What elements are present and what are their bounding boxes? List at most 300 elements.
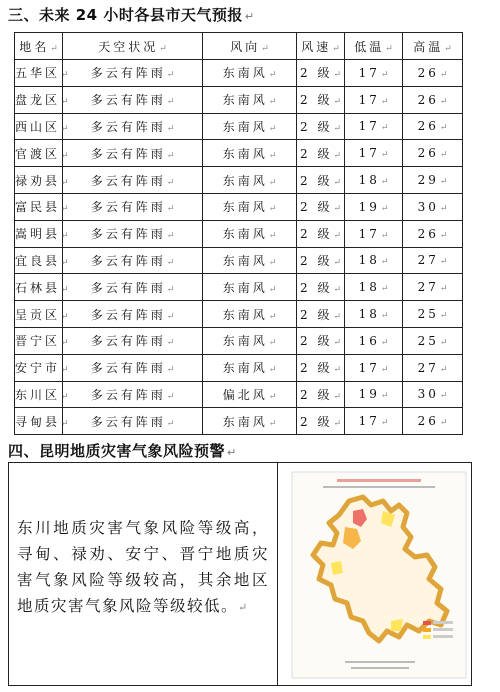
paragraph-mark-icon: ↵: [268, 311, 277, 322]
paragraph-mark-icon: ↵: [333, 204, 341, 215]
cell-col-high-temp: [403, 140, 463, 167]
paragraph-mark-icon: ↵: [380, 230, 389, 241]
paragraph-mark-icon: ↵: [380, 311, 389, 322]
paragraph-mark-icon: ↵: [380, 96, 389, 107]
paragraph-mark-icon: ↵: [439, 284, 448, 295]
cell-col-place: [15, 167, 69, 194]
paragraph-mark-icon: ↵: [166, 70, 175, 81]
legend-swatch-high: [423, 621, 431, 625]
cell-col-wind-speed: [297, 193, 345, 220]
paragraph-mark-icon: ↵: [439, 391, 448, 402]
cell-text: 25: [417, 333, 439, 348]
paragraph-mark-icon: ↵: [261, 43, 269, 54]
table-row: [15, 327, 463, 354]
cell-col-wind-direction: [203, 113, 297, 140]
cell-col-high-temp: [403, 354, 463, 381]
paragraph-mark-icon: ↵: [268, 284, 277, 295]
cell-text: 30: [417, 199, 439, 214]
cell-text: 17: [358, 414, 380, 429]
cell-text: 18: [358, 280, 380, 295]
paragraph-mark-icon: ↵: [268, 231, 277, 242]
paragraph-mark-icon: ↵: [61, 123, 69, 134]
cell-col-sky: [63, 193, 203, 220]
cell-col-wind-direction: [203, 86, 297, 113]
cell-text: 2 级: [300, 173, 333, 188]
paragraph-mark-icon: ↵: [439, 177, 448, 188]
cell-text: 26: [417, 92, 439, 107]
paragraph-mark-icon: ↵: [333, 418, 341, 429]
cell-text: 2 级: [300, 387, 333, 402]
paragraph-mark-icon: ↵: [385, 43, 393, 54]
cell-col-low-temp: [345, 220, 403, 247]
cell-col-sky: [63, 327, 203, 354]
paragraph-mark-icon: ↵: [333, 257, 341, 268]
cell-col-low-temp: [345, 193, 403, 220]
cell-text: 27: [417, 280, 439, 295]
header-col-wind-direction: [203, 33, 297, 60]
cell-text: 富民县: [15, 200, 61, 215]
paragraph-mark-icon: ↵: [166, 231, 175, 242]
cell-col-wind-direction: [203, 408, 297, 435]
cell-col-sky: [63, 408, 203, 435]
paragraph-mark-icon: ↵: [268, 204, 277, 215]
cell-col-wind-speed: [297, 220, 345, 247]
cell-col-wind-direction: [203, 193, 297, 220]
table-body: [15, 60, 463, 435]
cell-text: 2 级: [300, 307, 333, 322]
paragraph-mark-icon: ↵: [61, 150, 69, 161]
paragraph-mark-icon: ↵: [439, 69, 448, 80]
cell-text: 安宁市: [15, 361, 61, 376]
cell-col-wind-speed: [297, 113, 345, 140]
cell-text: 27: [417, 253, 439, 268]
cell-col-high-temp: [403, 220, 463, 247]
paragraph-mark-icon: ↵: [439, 311, 448, 322]
cell-text: 16: [358, 333, 380, 348]
cell-col-high-temp: [403, 327, 463, 354]
cell-text: 26: [417, 119, 439, 134]
cell-col-high-temp: [403, 247, 463, 274]
cell-col-low-temp: [345, 113, 403, 140]
cell-col-low-temp: [345, 60, 403, 87]
paragraph-mark-icon: ↵: [268, 365, 277, 376]
cell-col-place: [15, 301, 69, 328]
cell-col-place: [15, 327, 69, 354]
cell-text: 多云有阵雨: [90, 307, 166, 322]
risk-map-image: [291, 471, 467, 679]
paragraph-mark-icon: ↵: [333, 391, 341, 402]
header-col-low-temp: [345, 33, 403, 60]
cell-col-wind-speed: [297, 274, 345, 301]
cell-text: 多云有阵雨: [90, 93, 166, 108]
cell-col-wind-speed: [297, 301, 345, 328]
cell-text: 25: [417, 307, 439, 322]
cell-col-low-temp: [345, 354, 403, 381]
cell-col-sky: [63, 60, 203, 87]
paragraph-mark-icon: ↵: [380, 203, 389, 214]
paragraph-mark-icon: ↵: [159, 43, 167, 54]
legend-label-bar: [433, 635, 453, 638]
paragraph-mark-icon: ↵: [166, 177, 175, 188]
table-row: [15, 247, 463, 274]
section-4-title: [8, 440, 237, 461]
cell-text: 18: [358, 307, 380, 322]
header-text: 天空状况: [98, 39, 159, 54]
paragraph-mark-icon: ↵: [333, 150, 341, 161]
table-row: [15, 301, 463, 328]
weather-forecast-table: [14, 32, 463, 435]
table-row: [15, 60, 463, 87]
cell-col-low-temp: [345, 167, 403, 194]
cell-text: 26: [417, 146, 439, 161]
section-4-title-text: 四、昆明地质灾害气象风险预警: [8, 442, 226, 460]
paragraph-mark-icon: ↵: [166, 97, 175, 108]
paragraph-mark-icon: ↵: [166, 365, 175, 376]
paragraph-mark-icon: ↵: [61, 231, 69, 242]
paragraph-mark-icon: ↵: [380, 150, 389, 161]
cell-text: 多云有阵雨: [90, 253, 166, 268]
cell-text: 多云有阵雨: [90, 200, 166, 215]
paragraph-mark-icon: ↵: [333, 365, 341, 376]
cell-text: 26: [417, 414, 439, 429]
cell-col-wind-speed: [297, 327, 345, 354]
paragraph-mark-icon: ↵: [166, 391, 175, 402]
paragraph-mark-icon: ↵: [333, 70, 341, 81]
paragraph-mark-icon: ↵: [380, 284, 389, 295]
header-text: 低温: [354, 39, 385, 54]
cell-col-sky: [63, 140, 203, 167]
paragraph-mark-icon: ↵: [333, 338, 341, 349]
cell-col-low-temp: [345, 327, 403, 354]
cell-col-wind-direction: [203, 167, 297, 194]
paragraph-mark-icon: ↵: [166, 418, 175, 429]
table-row: [15, 140, 463, 167]
cell-text: 18: [358, 253, 380, 268]
cell-text: 官渡区: [15, 146, 61, 161]
paragraph-mark-icon: ↵: [333, 123, 341, 134]
table-row: [15, 381, 463, 408]
paragraph-mark-icon: ↵: [380, 177, 389, 188]
cell-col-wind-direction: [203, 140, 297, 167]
paragraph-mark-icon: ↵: [333, 177, 341, 188]
legend-label-bar: [433, 628, 453, 631]
cell-text: 17: [358, 92, 380, 107]
paragraph-mark-icon: ↵: [439, 203, 448, 214]
cell-text: 五华区: [15, 66, 61, 81]
cell-text: 29: [417, 173, 439, 188]
cell-text: 东南风: [222, 253, 268, 268]
cell-text: 2 级: [300, 414, 333, 429]
paragraph-mark-icon: ↵: [50, 43, 58, 54]
paragraph-mark-icon: ↵: [238, 601, 249, 614]
cell-text: 东南风: [222, 414, 268, 429]
header-col-sky: [63, 33, 203, 60]
cell-text: 2 级: [300, 93, 333, 108]
map-caption-bar: [337, 479, 421, 482]
cell-col-place: [15, 193, 69, 220]
map-caption-bar: [323, 486, 435, 488]
cell-col-wind-speed: [297, 247, 345, 274]
paragraph-mark-icon: ↵: [333, 231, 341, 242]
cell-text: 东南风: [222, 200, 268, 215]
cell-text: 17: [358, 146, 380, 161]
cell-text: 27: [417, 360, 439, 375]
box-divider: [277, 463, 278, 685]
paragraph-mark-icon: ↵: [61, 418, 69, 429]
paragraph-mark-icon: ↵: [268, 123, 277, 134]
cell-col-low-temp: [345, 274, 403, 301]
cell-text: 禄劝县: [15, 173, 61, 188]
paragraph-mark-icon: ↵: [268, 257, 277, 268]
cell-text: 呈贡区: [15, 307, 61, 322]
paragraph-mark-icon: ↵: [268, 338, 277, 349]
cell-text: 2 级: [300, 361, 333, 376]
paragraph-mark-icon: ↵: [268, 97, 277, 108]
cell-text: 多云有阵雨: [90, 414, 166, 429]
paragraph-mark-icon: ↵: [166, 150, 175, 161]
cell-col-low-temp: [345, 381, 403, 408]
cell-text: 东南风: [222, 361, 268, 376]
cell-text: 17: [358, 226, 380, 241]
cell-col-low-temp: [345, 247, 403, 274]
risk-description: [17, 515, 269, 621]
cell-text: 东南风: [222, 119, 268, 134]
cell-text: 2 级: [300, 66, 333, 81]
cell-text: 17: [358, 360, 380, 375]
cell-col-place: [15, 274, 69, 301]
cell-text: 晋宁区: [15, 334, 61, 349]
cell-col-wind-speed: [297, 140, 345, 167]
legend-swatch-higher: [423, 628, 431, 632]
paragraph-mark-icon: ↵: [380, 418, 389, 429]
cell-col-sky: [63, 220, 203, 247]
cell-col-wind-direction: [203, 301, 297, 328]
paragraph-mark-icon: ↵: [439, 230, 448, 241]
cell-text: 19: [358, 387, 380, 402]
header-col-high-temp: [403, 33, 463, 60]
cell-text: 石林县: [15, 280, 61, 295]
cell-text: 17: [358, 119, 380, 134]
cell-col-wind-speed: [297, 408, 345, 435]
cell-col-wind-direction: [203, 327, 297, 354]
paragraph-mark-icon: ↵: [61, 365, 69, 376]
paragraph-mark-icon: ↵: [244, 10, 255, 23]
cell-text: 盘龙区: [15, 93, 61, 108]
cell-text: 18: [358, 173, 380, 188]
legend-label-bar: [433, 621, 453, 624]
paragraph-mark-icon: ↵: [333, 311, 341, 322]
paragraph-mark-icon: ↵: [439, 150, 448, 161]
paragraph-mark-icon: ↵: [166, 257, 175, 268]
cell-col-place: [15, 60, 69, 87]
paragraph-mark-icon: ↵: [439, 123, 448, 134]
table-row: [15, 86, 463, 113]
cell-col-wind-direction: [203, 274, 297, 301]
paragraph-mark-icon: ↵: [380, 69, 389, 80]
paragraph-mark-icon: ↵: [268, 391, 277, 402]
cell-col-sky: [63, 167, 203, 194]
table-row: [15, 220, 463, 247]
cell-col-sky: [63, 247, 203, 274]
cell-col-place: [15, 86, 69, 113]
cell-text: 2 级: [300, 280, 333, 295]
paragraph-mark-icon: ↵: [166, 284, 175, 295]
paragraph-mark-icon: ↵: [444, 43, 452, 54]
cell-col-wind-direction: [203, 220, 297, 247]
cell-col-wind-speed: [297, 86, 345, 113]
cell-col-high-temp: [403, 193, 463, 220]
cell-col-high-temp: [403, 86, 463, 113]
header-text: 地名: [19, 39, 50, 54]
risk-warning-box: [8, 462, 472, 686]
cell-text: 东南风: [222, 280, 268, 295]
paragraph-mark-icon: ↵: [380, 337, 389, 348]
cell-text: 26: [417, 65, 439, 80]
cell-col-sky: [63, 301, 203, 328]
cell-col-low-temp: [345, 408, 403, 435]
section-3-title-text: 三、未来 24 小时各县市天气预报: [8, 6, 243, 24]
paragraph-mark-icon: ↵: [268, 70, 277, 81]
paragraph-mark-icon: ↵: [61, 284, 69, 295]
cell-text: 偏北风: [222, 387, 268, 402]
cell-text: 多云有阵雨: [90, 146, 166, 161]
paragraph-mark-icon: ↵: [61, 70, 69, 81]
cell-col-place: [15, 408, 69, 435]
cell-col-low-temp: [345, 140, 403, 167]
paragraph-mark-icon: ↵: [61, 177, 69, 188]
cell-text: 多云有阵雨: [90, 334, 166, 349]
cell-col-sky: [63, 86, 203, 113]
section-3-title: [8, 4, 255, 25]
cell-text: 东南风: [222, 146, 268, 161]
cell-text: 宜良县: [15, 253, 61, 268]
cell-col-low-temp: [345, 86, 403, 113]
cell-text: 2 级: [300, 334, 333, 349]
paragraph-mark-icon: ↵: [268, 177, 277, 188]
cell-text: 东南风: [222, 93, 268, 108]
paragraph-mark-icon: ↵: [268, 150, 277, 161]
table-row: [15, 354, 463, 381]
risk-map: [291, 471, 467, 679]
paragraph-mark-icon: ↵: [439, 364, 448, 375]
risk-description-text: 东川地质灾害气象风险等级高，寻甸、禄劝、安宁、晋宁地质灾害气象风险等级较高，其余地区地质灾害气象风险等级较低。: [17, 519, 269, 615]
cell-text: 26: [417, 226, 439, 241]
cell-col-place: [15, 113, 69, 140]
cell-col-wind-speed: [297, 381, 345, 408]
cell-col-sky: [63, 113, 203, 140]
paragraph-mark-icon: ↵: [439, 96, 448, 107]
cell-col-high-temp: [403, 167, 463, 194]
legend-swatch-moderate: [423, 635, 431, 639]
cell-col-wind-speed: [297, 354, 345, 381]
cell-text: 多云有阵雨: [90, 361, 166, 376]
cell-text: 东南风: [222, 227, 268, 242]
cell-col-place: [15, 381, 69, 408]
cell-col-place: [15, 140, 69, 167]
paragraph-mark-icon: ↵: [61, 204, 69, 215]
paragraph-mark-icon: ↵: [61, 311, 69, 322]
paragraph-mark-icon: ↵: [332, 43, 340, 54]
cell-text: 多云有阵雨: [90, 227, 166, 242]
paragraph-mark-icon: ↵: [333, 97, 341, 108]
paragraph-mark-icon: ↵: [166, 338, 175, 349]
paragraph-mark-icon: ↵: [61, 257, 69, 268]
paragraph-mark-icon: ↵: [166, 123, 175, 134]
paragraph-mark-icon: ↵: [61, 97, 69, 108]
header-col-wind-speed: [297, 33, 345, 60]
cell-col-place: [15, 354, 69, 381]
cell-col-high-temp: [403, 274, 463, 301]
paragraph-mark-icon: ↵: [380, 123, 389, 134]
cell-text: 东南风: [222, 307, 268, 322]
cell-col-wind-direction: [203, 381, 297, 408]
map-footer-bar: [345, 661, 415, 663]
paragraph-mark-icon: ↵: [227, 446, 237, 459]
cell-text: 寻甸县: [15, 414, 61, 429]
cell-col-low-temp: [345, 301, 403, 328]
cell-col-high-temp: [403, 408, 463, 435]
cell-text: 多云有阵雨: [90, 66, 166, 81]
cell-text: 2 级: [300, 253, 333, 268]
cell-col-wind-speed: [297, 60, 345, 87]
cell-text: 19: [358, 199, 380, 214]
paragraph-mark-icon: ↵: [61, 338, 69, 349]
cell-text: 多云有阵雨: [90, 387, 166, 402]
cell-text: 17: [358, 65, 380, 80]
header-col-place: [15, 33, 63, 60]
map-footer-bar: [351, 667, 409, 669]
paragraph-mark-icon: ↵: [333, 284, 341, 295]
risk-moderate-area: [391, 619, 403, 631]
table-row: [15, 113, 463, 140]
cell-text: 2 级: [300, 146, 333, 161]
cell-text: 西山区: [15, 119, 61, 134]
cell-text: 东南风: [222, 66, 268, 81]
paragraph-mark-icon: ↵: [439, 337, 448, 348]
cell-col-place: [15, 220, 69, 247]
table-row: [15, 274, 463, 301]
header-text: 风向: [230, 39, 261, 54]
cell-text: 东南风: [222, 173, 268, 188]
paragraph-mark-icon: ↵: [268, 418, 277, 429]
cell-text: 2 级: [300, 119, 333, 134]
table-row: [15, 167, 463, 194]
cell-col-high-temp: [403, 113, 463, 140]
table-row: [15, 408, 463, 435]
cell-text: 2 级: [300, 200, 333, 215]
cell-col-wind-direction: [203, 247, 297, 274]
paragraph-mark-icon: ↵: [166, 311, 175, 322]
risk-moderate-area: [331, 561, 343, 575]
paragraph-mark-icon: ↵: [439, 418, 448, 429]
cell-text: 2 级: [300, 227, 333, 242]
cell-col-sky: [63, 274, 203, 301]
cell-col-wind-direction: [203, 354, 297, 381]
cell-col-place: [15, 247, 69, 274]
table-row: [15, 193, 463, 220]
cell-text: 嵩明县: [15, 227, 61, 242]
cell-text: 多云有阵雨: [90, 173, 166, 188]
table-header-row: [15, 33, 463, 60]
cell-col-wind-direction: [203, 60, 297, 87]
cell-col-high-temp: [403, 381, 463, 408]
cell-col-sky: [63, 381, 203, 408]
paragraph-mark-icon: ↵: [439, 257, 448, 268]
cell-text: 东川区: [15, 387, 61, 402]
header-text: 高温: [413, 39, 444, 54]
paragraph-mark-icon: ↵: [380, 391, 389, 402]
cell-col-high-temp: [403, 60, 463, 87]
